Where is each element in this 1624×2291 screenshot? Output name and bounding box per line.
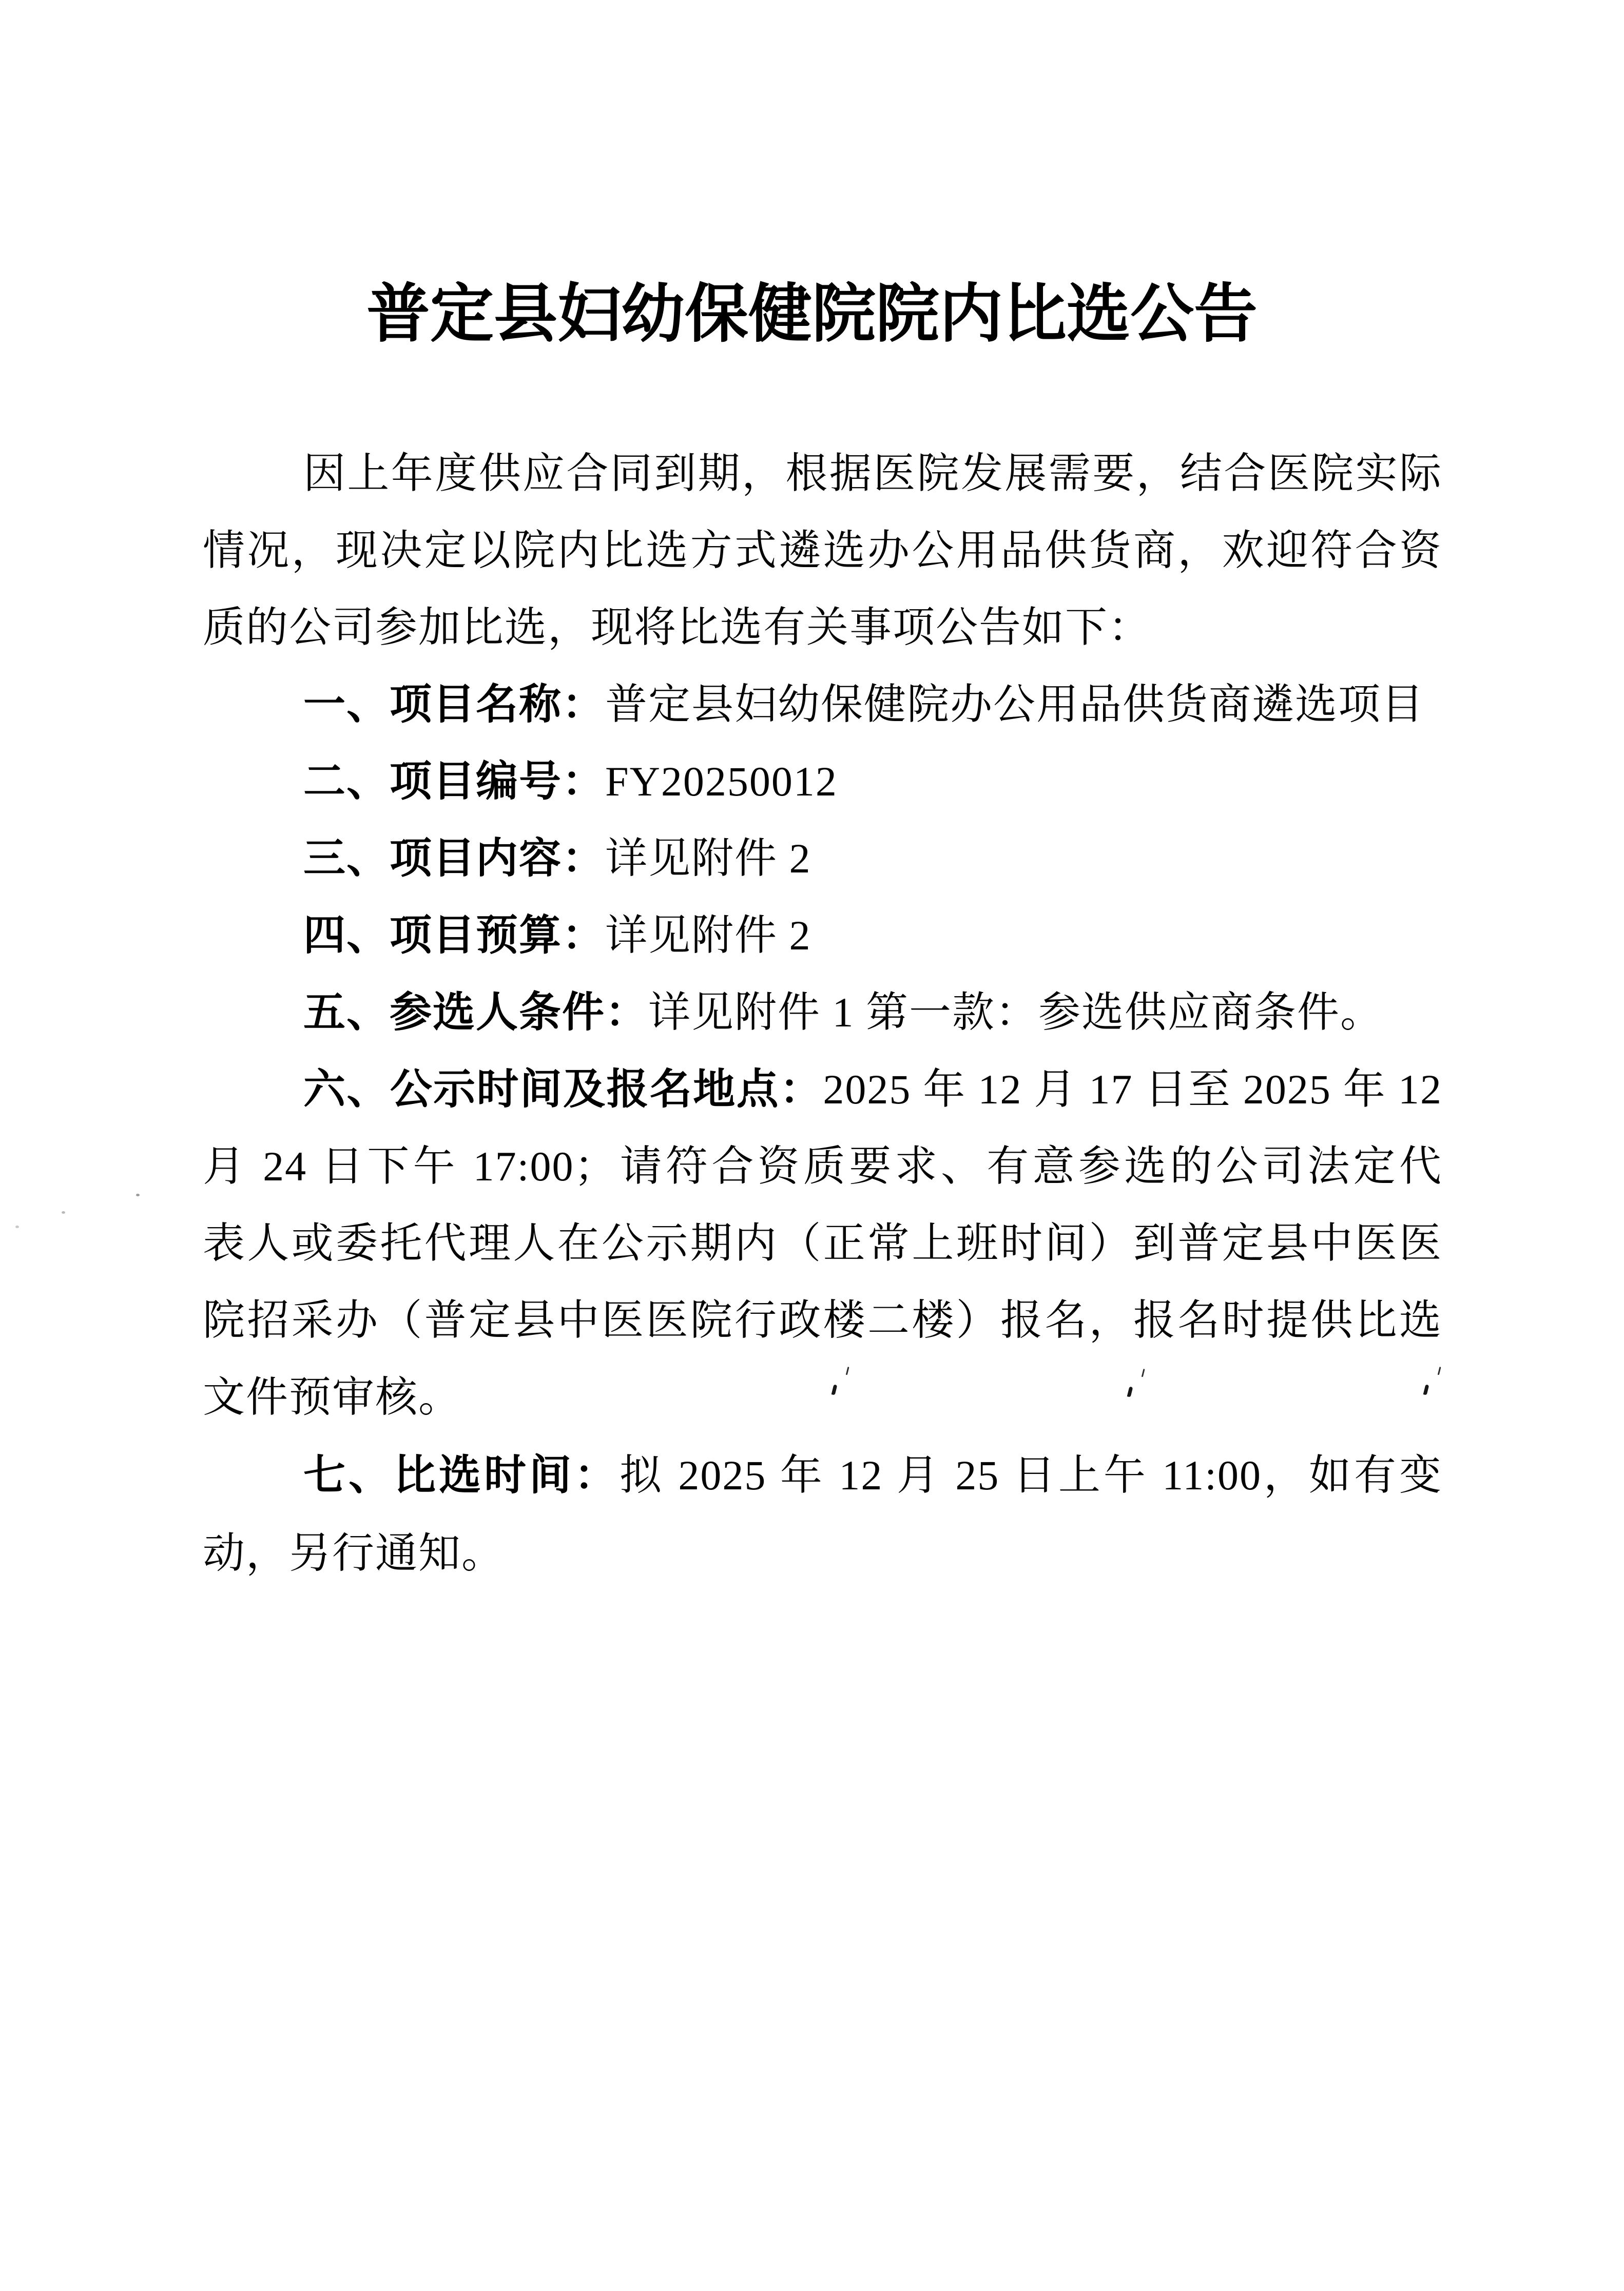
item-3-text: 详见附件 2 bbox=[605, 835, 811, 882]
item-3 bbox=[203, 835, 1442, 882]
item-7-text: 拟 2025 年 12 月 25 日上午 11:00，如有变 bbox=[619, 1452, 1442, 1499]
item-7-line-1 bbox=[203, 1454, 1442, 1497]
scan-speck bbox=[62, 1211, 65, 1214]
item-3-label: 三、项目内容： bbox=[303, 835, 606, 882]
scan-speck bbox=[136, 1194, 140, 1196]
item-6-line-3: 表人或委托代理人在公示期内（正常上班时间）到普定县中医医 bbox=[203, 1220, 1442, 1267]
intro-line-3: 质的公司参加比选，现将比选有关事项公告如下： bbox=[203, 604, 1152, 651]
item-6-line-5: 文件预审核。 bbox=[203, 1374, 462, 1421]
item-1-text: 普定县妇幼保健院办公用品供货商遴选项目 bbox=[605, 681, 1425, 728]
item-7-label: 七、比选时间： bbox=[303, 1452, 620, 1499]
item-5-label: 五、参选人条件： bbox=[303, 989, 649, 1036]
item-6-line-1 bbox=[203, 1066, 1442, 1113]
item-4-label: 四、项目预算： bbox=[303, 912, 606, 959]
item-2-text: FY20250012 bbox=[605, 758, 838, 805]
item-4-text: 详见附件 2 bbox=[605, 912, 811, 959]
item-6-line-4: 院招采办（普定县中医医院行政楼二楼）报名，报名时提供比选 bbox=[203, 1297, 1442, 1344]
intro-line-1: 因上年度供应合同到期，根据医院发展需要，结合医院实际 bbox=[303, 450, 1442, 497]
item-6-line-2: 月 24 日下午 17:00；请符合资质要求、有意参选的公司法定代 bbox=[203, 1143, 1442, 1190]
item-1 bbox=[203, 681, 1442, 728]
page-title: 普定县妇幼保健院院内比选公告 bbox=[366, 279, 1258, 350]
item-1-label: 一、项目名称： bbox=[303, 681, 606, 728]
item-5 bbox=[203, 989, 1442, 1036]
scan-speck bbox=[15, 1226, 19, 1228]
item-7-line-2: 动，另行通知。 bbox=[203, 1530, 505, 1577]
item-2 bbox=[203, 758, 1442, 805]
item-6-label: 六、公示时间及报名地点： bbox=[303, 1066, 823, 1113]
intro-line-2: 情况，现决定以院内比选方式遴选办公用品供货商，欢迎符合资 bbox=[203, 527, 1442, 574]
item-4 bbox=[203, 912, 1442, 959]
item-2-label: 二、项目编号： bbox=[303, 758, 606, 805]
item-6-text: 2025 年 12 月 17 日至 2025 年 12 bbox=[823, 1066, 1442, 1113]
item-5-text: 详见附件 1 第一款：参选供应商条件。 bbox=[648, 989, 1384, 1036]
